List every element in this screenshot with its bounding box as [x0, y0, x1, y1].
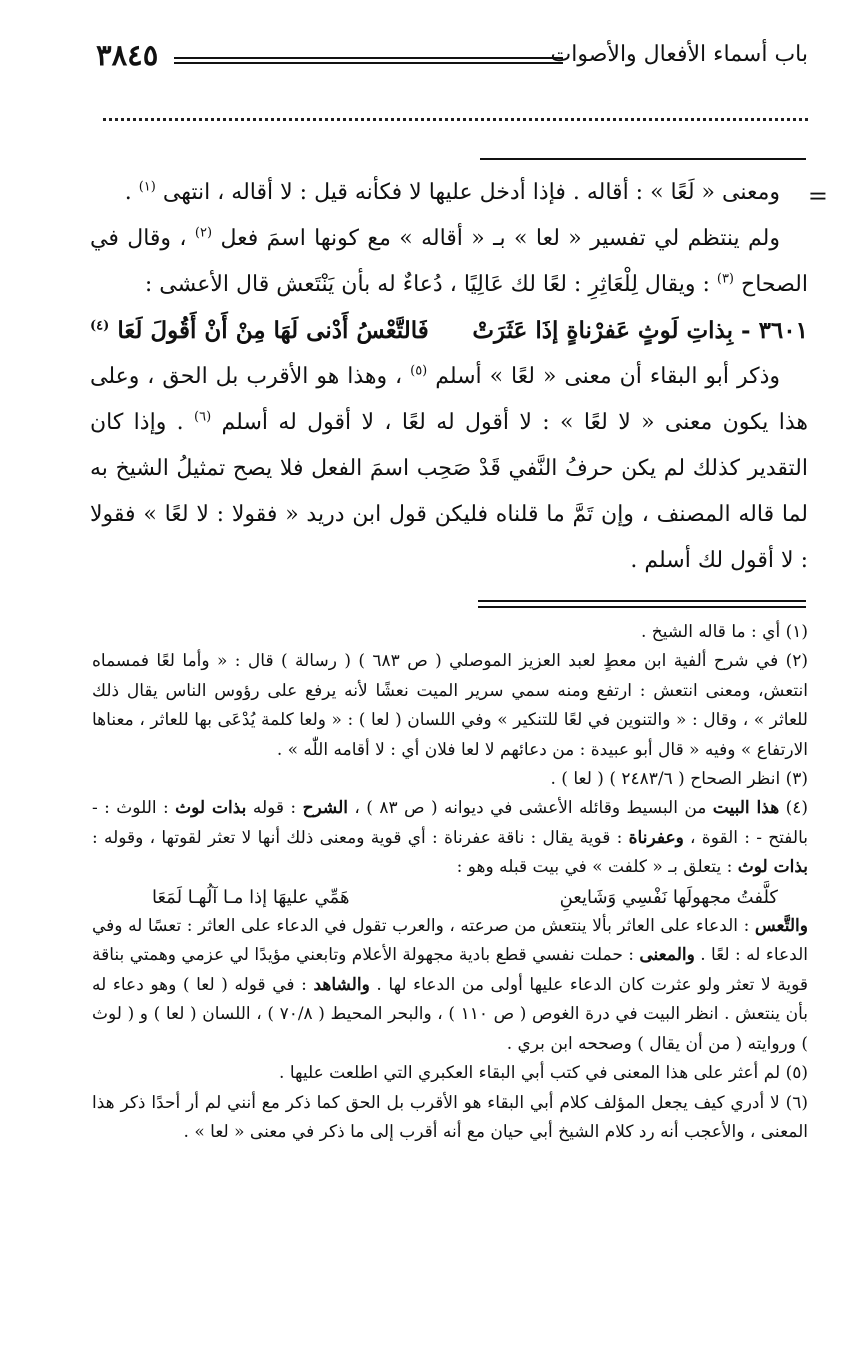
page-number: ٣٨٤٥	[96, 38, 159, 72]
footnote-4-continued: والتَّعس : الدعاء على العاثر بألا ينتعش من صرعته ، والعرب تقول في الدعاء على العاثر : تعسًا له وفي الدعاء له : لعًا . والمعنى : حملت نفسي قطع بادية مجهولة الأعلام وتابعني مؤيدًا لي عزمي وهمتي بناقة قوية لا تعثر ولو عثرت كان الدعاء عليها أولى من الدعاء لها . والشاهد : في قوله ( لعا ) وهو دعاء له بأن ينتعش . انظر البيت في درة الغوص ( ص ١١٠ ) ، والبحر المحيط ( ٧٠/٨ ) ، اللسان ( لعا ) و ( لوث ) وروايته ( من أن يقال ) وصححه ابن بري .	[92, 916, 809, 1054]
footnote-ref-6: (٦)	[194, 409, 212, 425]
verse-first-hemistich: بِذاتِ لَوثٍ عَفرْناةٍ إذَا عَثَرَتْ	[472, 317, 734, 344]
header-double-rule	[174, 57, 563, 64]
continuation-mark: =	[807, 182, 828, 210]
footnote-verse-first: كلَّفتُ مجهولَها نَفْسِي وَشَايعنِ	[559, 886, 778, 908]
paragraph-1: ومعنى « لَعًا » : أقاله . فإذا أدخل عليها لا فكأنه قيل : لا أقاله ، انتهى $^{(١)}$ .	[124, 179, 780, 205]
chapter-title: باب أسماء الأفعال والأصوات	[550, 42, 808, 67]
paragraph-3: وذكر أبو البقاء أن معنى « لعًا » أسلم $^{(٥)}$ ، وهذا هو الأقرب بل الحق ، وعلى هذا يكون معنى « لا لعًا » : لا أقول له لعًا ، لا أقول له أسلم $^{(٦)}$ . وإذا كان التقدير كذلك لم يكن حرفُ النَّفي قَدْ صَحِب اسمَ الفعل فلا يصح تمثيلُ الشيخ به لما قاله المصنف ، وإن تَمَّ ما قلناه فليكن قول ابن دريد « فقولا : لا لعًا » فقولا : لا أقول لك أسلم .	[90, 363, 809, 573]
poem-verse	[90, 308, 808, 354]
footnote-5: (٥) لم أعثر على هذا المعنى في كتب أبي البقاء العكبري التي اطلعت عليها .	[279, 1063, 808, 1084]
footnote-3: (٣) انظر الصحاح ( ٢٤٨٣/٦ ) ( لعا ) .	[550, 769, 808, 790]
footnote-ref-1: (١)	[138, 179, 156, 195]
footnote-verse	[92, 883, 808, 912]
footnote-6: (٦) لا أدري كيف يجعل المؤلف كلام أبي البقاء هو الأقرب بل الحق كما ذكر مع أنني لم أر أحدًا ذكر هذا المعنى ، والأعجب أنه رد كلام الشيخ أبي حيان مع أنه أقرب إلى ما ذكر في معنى « لعا » .	[92, 1092, 808, 1142]
footnote-ref-5: (٥)	[410, 363, 428, 379]
dotted-separator	[103, 118, 808, 121]
footnote-verse-second: هَمِّي عليهَا إذا مـا آلُهـا لَمَعَا	[152, 886, 350, 908]
footnotes	[92, 618, 808, 1147]
footnote-ref-2: (٢)	[194, 225, 213, 241]
footnote-ref-3: (٣)	[716, 271, 734, 287]
main-text	[90, 170, 808, 584]
footnote-4: (٤) هذا البيت من البسيط وقائله الأعشى في ديوانه ( ص ٨٣ ) ، الشرح : قوله بذات لوث : اللوث : - بالفتح - : القوة ، وعفرناة : قوية يقال : ناقة عفرناة : أي قوية ومعنى ذلك أنها لا تعثر لقوتها ، وقوله : بذات لوث : يتعلق بـ « كلفت » في بيت قبله وهو :	[92, 798, 808, 878]
verse-second-hemistich: فَالتَّعْسُ أَدْنى لَهَا مِنْ أَنْ أَقُولَ لَعَا	[117, 317, 429, 344]
section-rule	[480, 158, 806, 160]
verse-number: ٣٦٠١ -	[741, 317, 808, 344]
page-header	[96, 38, 808, 78]
footnote-1: (١) أي : ما قاله الشيخ .	[640, 622, 808, 642]
footnote-separator	[478, 600, 806, 608]
footnote-ref-4: (٤)	[90, 318, 110, 334]
paragraph-2: ولم ينتظم لي تفسير « لعا » بـ « أقاله » مع كونها اسمَ فعل $^{(٢)}$ ، وقال في الصحاح $^{(٣)}$ : ويقال لِلْعَاثِرِ : لعًا لك عَالِيًا ، دُعاءٌ له بأن يَنْتَعش قال الأعشى :	[90, 225, 808, 297]
footnote-2: (٢) في شرح ألفية ابن معطٍ لعبد العزيز الموصلي ( ص ٦٨٣ ) ( رسالة ) قال : « وأما لعًا فمسماه انتعش، ومعنى انتعش : ارتفع ومنه سمي سرير الميت نعشًا لأنه يرفع على رؤوس الناس يقال ذلك للعاثر » ، وقال : « والتنوين في لعًا للتنكير » وفي اللسان ( لعا ) : « ولعا كلمة يُدْعَى بها للعاثر ، معناها الارتفاع » وفيه « قال أبو عبيدة : من دعائهم لا لعا فلان أي : لا أقامه اللّٰه » .	[92, 651, 809, 760]
